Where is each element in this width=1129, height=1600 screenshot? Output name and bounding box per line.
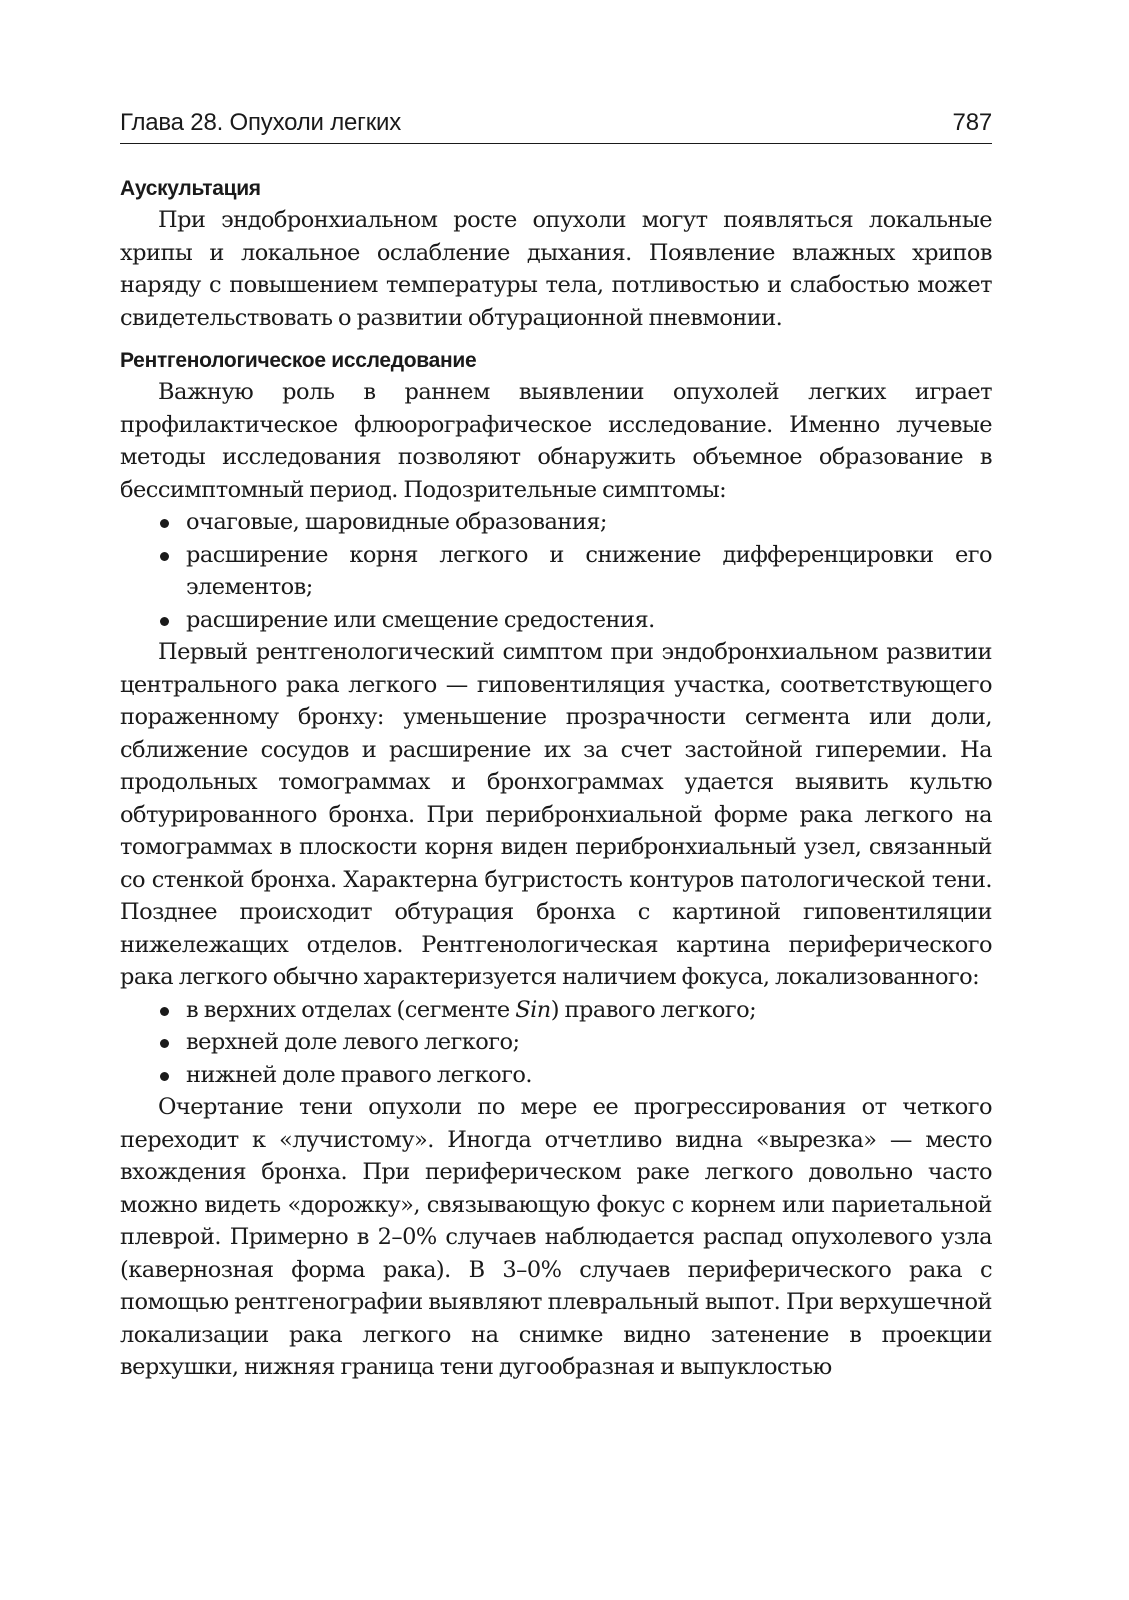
list-item: нижней доле правого легкого.	[120, 1059, 992, 1092]
list-item: расширение или смещение средостения.	[120, 604, 992, 637]
list-item: в верхних отделах (сегменте Sin) правого легкого;	[120, 994, 992, 1027]
paragraph-peripheral-cancer: Очертание тени опухоли по мере ее прогрессирования от четкого переходит к «лучистому». Иногда отчетливо видна «вырезка» — место вхождения бронха. При периферическом раке легкого довольно часто можно видеть «дорожку», связывающую фокус с корнем или париетальной плеврой. Примерно в 2–0% случаев наблюдается распад опухолевого узла (кавернозная форма рака). В 3–0% случаев периферического рака с помощью рентгенографии выявляют плевральный выпот. При верхушечной локализации рака легкого на снимке видно затенение в проекции верхушки, нижняя граница тени дугообразная и выпуклостью	[120, 1094, 992, 1380]
book-page	[120, 108, 992, 1384]
suspicious-symptoms-list	[120, 506, 992, 636]
paragraph-auscultation: При эндобронхиальном росте опухоли могут появляться локальные хрипы и локальное ослабление дыхания. Появление влажных хрипов наряду с повышением температуры тела, потливостью и слабостью может свидетельствовать о развитии обтурационной пневмонии.	[120, 207, 992, 331]
paragraph-xray-intro: Важную роль в раннем выявлении опухолей легких играет профилактическое флюорографическое исследование. Именно лучевые методы исследования позволяют обнаружить объемное образование в бессимптомный период. Подозрительные симптомы:	[120, 379, 992, 503]
list-item: расширение корня легкого и снижение дифференцировки его элементов;	[120, 539, 992, 604]
chapter-title: Глава 28. Опухоли легких	[120, 109, 402, 136]
running-head	[120, 108, 992, 144]
page-number: 787	[952, 109, 992, 136]
paragraph-central-cancer: Первый рентгенологический симптом при эндобронхиальном развитии центрального рака легкого — гиповентиляция участка, соответствующего пораженному бронху: уменьшение прозрачности сегмента или доли, сближение сосудов и расширение их за счет застойной гиперемии. На продольных томограммах и бронхограммах удается выявить культю обтурированного бронха. При перибронхиальной форме рака легкого на томограммах в плоскости корня виден перибронхиальный узел, связанный со стенкой бронха. Характерна бугристость контуров патологической тени. Позднее происходит обтурация бронха с картиной гиповентиляции нижележащих отделов. Рентгенологическая картина периферического рака легкого обычно характеризуется наличием фокуса, локализованного:	[120, 639, 992, 990]
segment-label: Sin	[515, 996, 551, 1023]
list-item: очаговые, шаровидные образования;	[120, 506, 992, 539]
section-heading-xray: Рентгенологическое исследование	[120, 349, 477, 372]
focus-location-list	[120, 994, 992, 1092]
section-heading-auscultation: Аускультация	[120, 177, 261, 200]
list-item: верхней доле левого легкого;	[120, 1026, 992, 1059]
